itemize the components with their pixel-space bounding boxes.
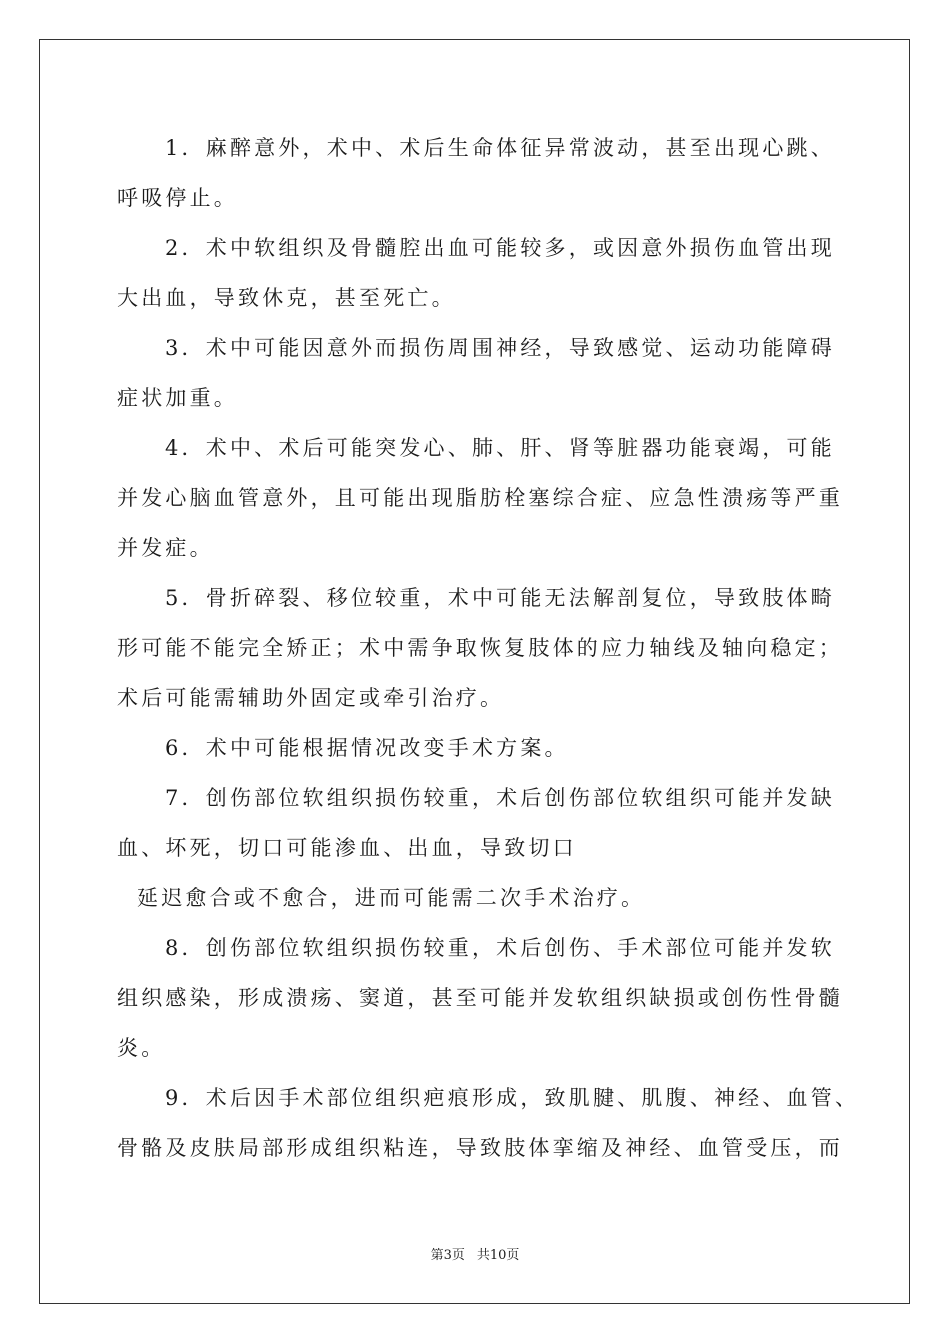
paragraph-9-line-1: 9．术后因手术部位组织疤痕形成，致肌腱、肌腹、神经、血管、 bbox=[165, 1086, 860, 1110]
paragraph-7-line-2: 血、坏死，切口可能渗血、出血，导致切口 bbox=[117, 836, 577, 860]
paragraph-8-line-1: 8．创伤部位软组织损伤较重，术后创伤、手术部位可能并发软 bbox=[165, 936, 835, 960]
paragraph-3-line-2: 症状加重。 bbox=[117, 386, 238, 410]
paragraph-4-line-1: 4．术中、术后可能突发心、肺、肝、肾等脏器功能衰竭，可能 bbox=[165, 436, 835, 460]
paragraph-8-line-2: 组织感染，形成溃疡、窦道，甚至可能并发软组织缺损或创伤性骨髓 bbox=[117, 986, 843, 1010]
paragraph-5-line-2: 形可能不能完全矫正；术中需争取恢复肢体的应力轴线及轴向稳定； bbox=[117, 636, 843, 660]
page-footer bbox=[0, 1248, 950, 1264]
paragraph-4-line-2: 并发心脑血管意外，且可能出现脂肪栓塞综合症、应急性溃疡等严重 bbox=[117, 486, 843, 510]
paragraph-2-line-2: 大出血，导致休克，甚至死亡。 bbox=[117, 286, 456, 310]
page-number: 第3页 bbox=[430, 1248, 465, 1263]
paragraph-8-line-3: 炎。 bbox=[117, 1036, 166, 1060]
paragraph-3-line-1: 3．术中可能因意外而损伤周围神经，导致感觉、运动功能障碍 bbox=[165, 336, 835, 360]
paragraph-5-line-3: 术后可能需辅助外固定或牵引治疗。 bbox=[117, 686, 505, 710]
paragraph-7-line-1: 7．创伤部位软组织损伤较重，术后创伤部位软组织可能并发缺 bbox=[165, 786, 835, 810]
paragraph-1-line-1: 1．麻醉意外，术中、术后生命体征异常波动，甚至出现心跳、 bbox=[165, 136, 835, 160]
document-body bbox=[117, 128, 860, 1178]
paragraph-2-line-1: 2．术中软组织及骨髓腔出血可能较多，或因意外损伤血管出现 bbox=[165, 236, 835, 260]
paragraph-4-line-3: 并发症。 bbox=[117, 536, 214, 560]
page-total: 共10页 bbox=[476, 1248, 520, 1263]
paragraph-5-line-1: 5．骨折碎裂、移位较重，术中可能无法解剖复位，导致肢体畸 bbox=[165, 586, 835, 610]
paragraph-6-line-1: 6．术中可能根据情况改变手术方案。 bbox=[165, 736, 569, 760]
paragraph-9-line-2: 骨骼及皮肤局部形成组织粘连，导致肢体挛缩及神经、血管受压，而 bbox=[117, 1136, 843, 1160]
paragraph-1-line-2: 呼吸停止。 bbox=[117, 186, 238, 210]
paragraph-7-continuation: 延迟愈合或不愈合，进而可能需二次手术治疗。 bbox=[137, 886, 646, 910]
